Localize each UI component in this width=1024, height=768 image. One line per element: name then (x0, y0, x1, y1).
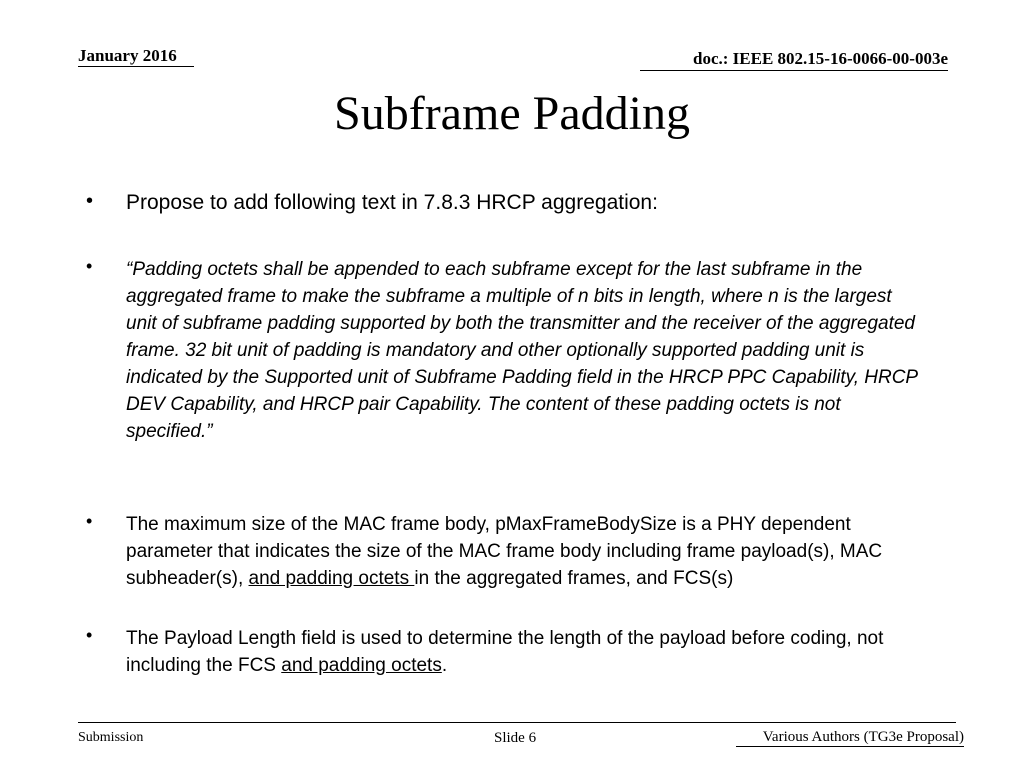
bullet-item-quoted-text (86, 256, 926, 445)
header-doc-id: doc.: IEEE 802.15-16-0066-00-003e (693, 49, 948, 68)
footer-submission: Submission (78, 730, 144, 745)
slide-title: Subframe Padding (334, 87, 690, 140)
header-date: January 2016 (78, 46, 177, 65)
bullet-item-payload-length (86, 625, 926, 679)
bullet-text: Propose to add following text in 7.8.3 HRCP aggregation: (126, 191, 658, 214)
bullet-text (126, 625, 926, 679)
bullet-text-before: The Payload Length field is used to determine the length of the payload before coding, not including the FCS (126, 628, 884, 676)
footer-slide-number: Slide 6 (494, 730, 537, 746)
footer-authors: Various Authors (TG3e Proposal) (762, 729, 964, 745)
bullet-text: “Padding octets shall be appended to each subframe except for the last subframe in the aggregated frame to make the subframe a multiple of n bits in length, where n is the largest unit of subframe padding supported by both the transmitter and the receiver of the aggregated frame. 32 bit unit of padding is mandatory and other optionally supported padding unit is indicated by the Supported unit of Subframe Padding field in the HRCP PPC Capability, HRCP DEV Capability, and HRCP pair Capability. The content of these padding octets is not specified.” (126, 259, 918, 442)
bullet-symbol: • (86, 625, 93, 645)
bullet-text-before: The maximum size of the MAC frame body, pMaxFrameBodySize is a PHY dependent parameter that indicates the size of the MAC frame body including frame payload(s), MAC subheader(s), (126, 514, 883, 589)
bullet-item-proposal (86, 188, 926, 218)
bullet-text-underlined: and padding octets (248, 568, 415, 589)
bullet-text (126, 511, 926, 592)
bullet-symbol: • (86, 511, 93, 531)
bullet-symbol: • (86, 256, 93, 276)
bullet-item-max-frame-size (86, 511, 926, 592)
bullet-text-underlined: and padding octets (281, 655, 442, 676)
bullet-symbol: • (86, 190, 94, 212)
footer-rule (78, 722, 956, 723)
header-doc-underline (640, 70, 948, 71)
header-date-underline (78, 66, 194, 67)
bullet-text-after: . (441, 655, 448, 676)
footer-authors-underline (736, 746, 964, 747)
bullet-text-after: in the aggregated frames, and FCS(s) (414, 568, 734, 589)
